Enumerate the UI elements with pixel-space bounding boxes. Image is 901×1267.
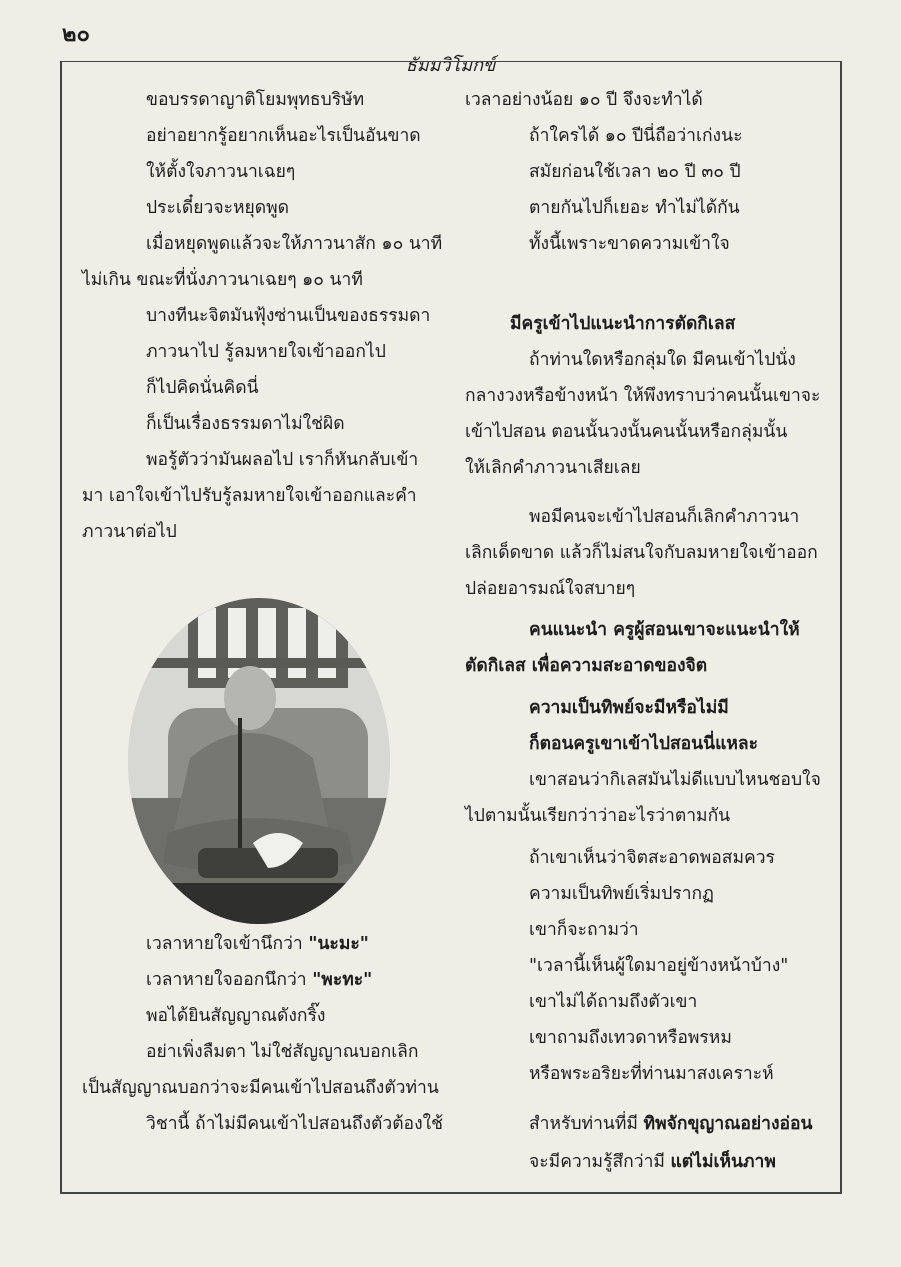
section-heading: มีครูเข้าไปแนะนำการตัดกิเลส <box>510 314 736 334</box>
right-line: ตายกันไปก็เยอะ ทำไม่ได้กัน <box>529 198 740 218</box>
right-line: เขาถามถึงเทวดาหรือพรหม <box>529 1028 732 1048</box>
left-line: วิชานี้ ถ้าไม่มีคนเข้าไปสอนถึงตัวต้องใช้ <box>146 1114 444 1134</box>
right-line: เขาก็จะถามว่า <box>529 920 639 940</box>
mantra-out: "พะทะ" <box>312 970 373 990</box>
left-line: ให้ตั้งใจภาวนาเฉยๆ <box>146 162 296 182</box>
right-line-bold-part: ทิพจักขุญาณอย่างอ่อน <box>643 1114 813 1134</box>
right-line: ถ้าเขาเห็นว่าจิตสะอาดพอสมควร <box>529 848 775 868</box>
right-line: เข้าไปสอน ตอนนั้นวงนั้นคนนั้นหรือกลุ่มนั้น <box>465 422 788 442</box>
left-line: เป็นสัญญาณบอกว่าจะมีคนเข้าไปสอนถึงตัวท่าน <box>82 1078 439 1098</box>
right-line-bold-part: แต่ไม่เห็นภาพ <box>670 1152 776 1172</box>
right-line: เขาสอนว่ากิเลสมันไม่ดีแบบไหนชอบใจ <box>529 770 821 790</box>
right-line: ทั้งนี้เพราะขาดความเข้าใจ <box>529 234 730 254</box>
right-line-bold: ความเป็นทิพย์จะมีหรือไม่มี <box>529 698 729 718</box>
monk-portrait-photo <box>128 598 390 924</box>
right-line: พอมีคนจะเข้าไปสอนก็เลิกคำภาวนา <box>529 507 800 527</box>
right-line: "เวลานี้เห็นผู้ใดมาอยู่ข้างหน้าบ้าง" <box>529 956 789 976</box>
left-line: ภาวนาต่อไป <box>82 522 177 542</box>
right-line: ถ้าใครได้ ๑๐ ปีนี่ถือว่าเก่งนะ <box>529 126 743 146</box>
right-line: สมัยก่อนใช้เวลา ๒๐ ปี ๓๐ ปี <box>529 162 741 182</box>
right-line: ไปตามนั้นเรียกว่าว่าอะไรว่าตามกัน <box>465 806 731 826</box>
right-line: ให้เลิกคำภาวนาเสียเลย <box>465 458 641 478</box>
left-line: ประเดี๋ยวจะหยุดพูด <box>146 198 290 218</box>
right-line: เลิกเด็ดขาด แล้วก็ไม่สนใจกับลมหายใจเข้าออก <box>465 543 818 563</box>
mantra-in: "นะมะ" <box>308 934 369 954</box>
right-line: ความเป็นทิพย์เริ่มปรากฏ <box>529 884 714 904</box>
right-line: ปล่อยอารมณ์ใจสบายๆ <box>465 579 636 599</box>
left-line: อย่าเพิ่งลืมตา ไม่ใช่สัญญาณบอกเลิก <box>146 1042 419 1062</box>
left-line: ก็ไปคิดนั่นคิดนี่ <box>146 378 259 398</box>
right-line: หรือพระอริยะที่ท่านมาสงเคราะห์ <box>529 1064 774 1084</box>
left-line: ก็เป็นเรื่องธรรมดาไม่ใช่ผิด <box>146 414 345 434</box>
left-line: อย่าอยากรู้อยากเห็นอะไรเป็นอันขาด <box>146 126 421 146</box>
right-line: กลางวงหรือข้างหน้า ให้พึงทราบว่าคนนั้นเขาจะ <box>465 386 821 406</box>
left-line: พอได้ยินสัญญาณดังกริ๊ง <box>146 1006 326 1026</box>
right-line: จะมีความรู้สึกว่ามี แต่ไม่เห็นภาพ <box>529 1152 776 1172</box>
left-line: มา เอาใจเข้าไปรับรู้ลมหายใจเข้าออกและคำ <box>82 486 417 506</box>
right-line-bold: ก็ตอนครูเขาเข้าไปสอนนี่แหละ <box>529 734 759 754</box>
left-line: พอรู้ตัวว่ามันผลอไป เราก็หันกลับเข้า <box>146 450 419 470</box>
left-line: เวลาหายใจเข้านึกว่า "นะมะ" <box>146 934 369 954</box>
right-line: สำหรับท่านที่มี ทิพจักขุญาณอย่างอ่อน <box>529 1114 813 1134</box>
left-line: ขอบรรดาญาติโยมพุทธบริษัท <box>146 90 365 110</box>
left-line: บางทีนะจิตมันฟุ้งซ่านเป็นของธรรมดา <box>146 306 431 326</box>
left-line: ภาวนาไป รู้ลมหายใจเข้าออกไป <box>146 342 386 362</box>
left-line: เมื่อหยุดพูดแล้วจะให้ภาวนาสัก ๑๐ นาที <box>146 234 443 254</box>
right-line-bold: คนแนะนำ ครูผู้สอนเขาจะแนะนำให้ <box>529 620 800 640</box>
right-line: ถ้าท่านใดหรือกลุ่มใด มีคนเข้าไปนั่ง <box>529 350 796 370</box>
left-line: เวลาหายใจออกนึกว่า "พะทะ" <box>146 970 373 990</box>
left-line: ไม่เกิน ขณะที่นั่งภาวนาเฉยๆ ๑๐ นาที <box>82 270 363 290</box>
right-line: เวลาอย่างน้อย ๑๐ ปี จึงจะทำได้ <box>465 90 703 110</box>
right-line: เขาไม่ได้ถามถึงตัวเขา <box>529 992 698 1012</box>
page-number: ๒๐ <box>62 22 90 47</box>
right-line-bold: ตัดกิเลส เพื่อความสะอาดของจิต <box>465 656 708 676</box>
running-title: ธัมมวิโมกข์ <box>398 55 504 76</box>
monk-portrait-icon <box>128 598 390 924</box>
